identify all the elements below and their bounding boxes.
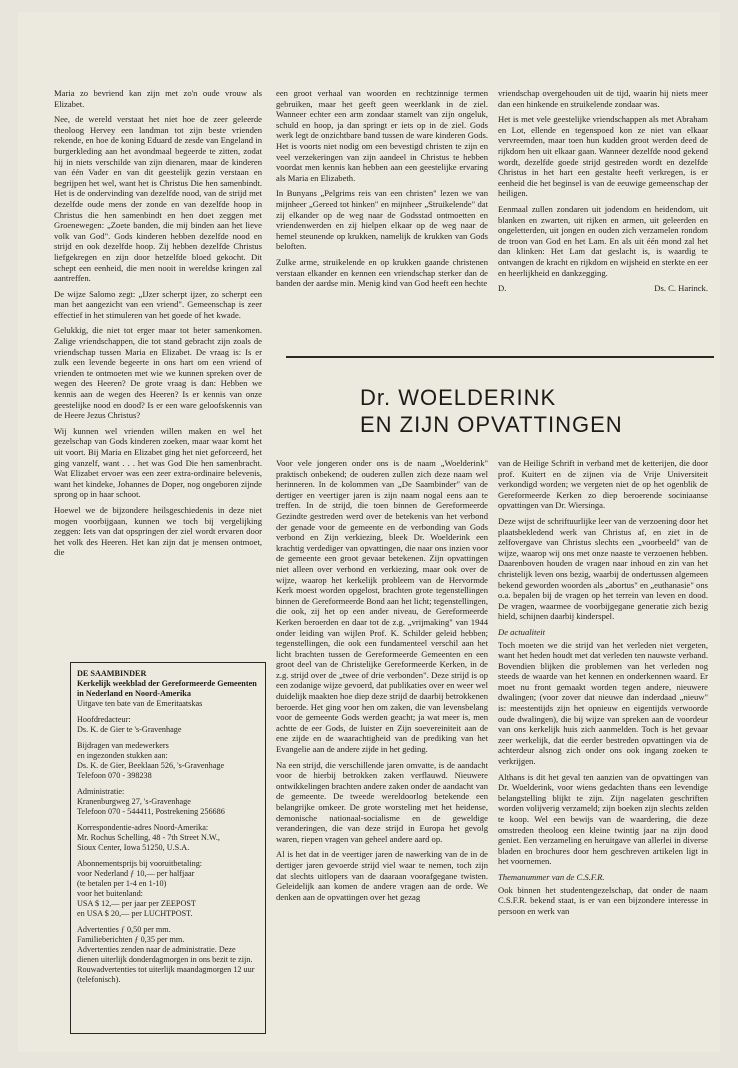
- colophon-contrib-heading-2: en ingezonden stukken aan:: [77, 751, 168, 760]
- paragraph: Ook binnen het studentengezelschap, dat onder de naam C.S.F.R. bekend staat, is er van een bijzondere interesse in persoon en werk van: [498, 884, 708, 916]
- colophon-admin-phone: Telefoon 070 - 544411, Postrekening 256686: [77, 807, 225, 816]
- colophon-ads-instructions: Advertenties zenden naar de administratie. Deze dienen uiterlijk donderdagmorgen in ons bezit te zijn.: [77, 945, 253, 964]
- headline-line-1: Dr. WOELDERINK: [360, 385, 557, 410]
- paragraph: Nee, de wereld verstaat het niet hoe de zeer geleerde theoloog Hervey een landman tot zijn beste vrienden rekende, en hoe de koning Eduard de zesde van Engeland in burgerkleding aan het avondmaal begeerde te zitten, zodat hij in niets verschilde van zijn dienaren, maar de kinderen van één Vader en van dit geestelijk gezin verstaan en begrijpen het wel, want het is Christus Die hen samenbindt. Het is de ondervinding van dezelfde nood, van de strijd met dezelfde oude mens der zonde en van dezelfde hoop in Christus die hen samenbindt en hen doet zeggen met Groenewegen: „Zoete banden, die mij binden aan het lieve volk van God". Gods kinderen hebben dezelfde nood en strijd en ook dezelfde hoop. Zij hebben dezelfde Christus liefgekregen en zijn door hetzelfde bloed gekocht. Dit schept een eenheid, die men nooit in wereldse kringen zal aantreffen.: [54, 114, 262, 284]
- paragraph: Voor vele jongeren onder ons is de naam „Woelderink" praktisch onbekend; de ouderen zullen zich deze naam wel herinneren. In de kolommen van „De Saambinder" van de dertiger en veertiger jaren is zijn naam nogal eens aan te treffen. In de strijd, die toen binnen de Gereformeerde Gezindte gestreden werd over de betekenis van het verbond der genade voor de gemeente en de verbonding van Gods verbond en Zijn verkiezing, bleek Dr. Woelderink een krachtig verdediger van opvattingen, die naar ons inzien voor de gemeente een groot gevaar betekenen. Zijn opvattingen niet alleen over verbond en verkiezing, maar ook over de wijze, waarop het kerkelijk probleem van de Hervormde Kerk moest worden opgelost, brachten grote tegenstellingen binnen de Gereformeerde Bond aan het licht; tegenstellingen, die ook, zij het op een ander niveau, de Gereformeerde Kerken beroerden en daar tot de z.g. „vrijmaking" van 1944 onder leiding van wijlen Prof. K. Schilder geleid hebben; tegenstellingen, die ook een fundamenteel verschil aan het licht brachten tussen de Gereformeerde Gemeenten en een groot deel van de Christelijke Gereformeerde Kerken, in de z.g. strijd over de „twee of drie verbonden". Deze strijd is op een zodanige wijze gevoerd, dat publikaties over en weer wel duidelijk maakten hoe diep deze strijd de daarbij betrokkenen beroerde. Het ging voor hen om zaken, die van levensbelang voor de gemeente Gods werden geacht; ja wat meer is, men achtte de eer Gods, de luister en Zijn soevereiniteit aan de ene zijde en de waarachtigheid van de prediking van het Evangelie aan de andere zijde in het geding.: [276, 458, 488, 755]
- paragraph: Zulke arme, struikelende en op krukken gaande christenen verstaan elkander en kennen een vriendschap sterker dan de banden der aardse min. Menig kind van God heeft een hechte: [276, 256, 488, 289]
- colophon-ads-rate: Advertenties ƒ 0,50 per mm.: [77, 925, 171, 934]
- colophon-family-rate: Familieberichten ƒ 0,35 per mm.: [77, 935, 185, 944]
- signature-author: Ds. C. Harinck.: [654, 283, 708, 294]
- colophon-title: DE SAAMBINDER: [77, 669, 147, 678]
- colophon-publisher: Uitgave ten bate van de Emeritaatskas: [77, 699, 203, 708]
- colophon-admin-heading: Administratie:: [77, 787, 125, 796]
- colophon-subscription-nl: voor Nederland ƒ 10,— per halfjaar: [77, 869, 195, 878]
- signature-line: [498, 283, 708, 294]
- paragraph: Maria zo bevriend kan zijn met zo'n oude vrouw als Elizabet.: [54, 88, 262, 109]
- colophon-admin-address: Kranenburgweg 27, 's-Gravenhage: [77, 797, 191, 806]
- colophon-contrib-address: Ds. K. de Gier, Beeklaan 526, 's-Gravenhage: [77, 761, 225, 770]
- article-column-1: [276, 458, 488, 907]
- colophon-subscription-heading: Abonnementsprijs bij vooruitbetaling:: [77, 859, 203, 868]
- section-divider: [286, 356, 714, 358]
- paragraph: Al is het dat in de veertiger jaren de nawerking van de in de dertiger jaren gevoerde strijd viel waar te nemen, toch zijn dat slechts uitlopers van de daaraan voorafgegane twisten. Geleidelijk aan komen de andere vragen aan de orde. We denken aan de opvattingen over het gezag: [276, 849, 488, 902]
- paragraph: Toch moeten we die strijd van het verleden niet vergeten, want het heden houdt met dat verleden ten nauwste verband. Bovendien blijken die problemen van het verleden nog steeds de waarde van het kennen en onderkennen waard. Er moet nu front gemaakt worden tegen andere, nieuwere dwalingen; (voor zover dat nieuwe dan inderdaad „nieuw" is: meestentijds zijn het opnieuw en eigentijds verwoorde oude dwalingen), die bij wijze van spreken aan de voordeur van ons kerkelijk huis zich aanmelden. Toch is het gevaar zeer werkelijk, dat die eerder bestreden opvattingen via de achterdeur alsnog zich onder ons ook ingang zoeken te verkrijgen.: [498, 639, 708, 767]
- colophon-box: [70, 662, 266, 1034]
- colophon-contrib-phone: Telefoon 070 - 398238: [77, 771, 152, 780]
- paragraph: Na een strijd, die verschillende jaren omvatte, is de aandacht voor de hierbij betrokken zaken verflauwd. Nieuwere ontwikkelingen brachten andere zaken onder de aandacht van de gemeente. De tweede wereldoorlog betekende een belangrijke omkeer. De grote worsteling met het heidense, demonische nationaal-socialisme en de geweldige veranderingen, die van deze strijd in Europa het gevolg waren, riepen vragen van geheel andere aard op.: [276, 759, 488, 844]
- subheading-actualiteit: De actualiteit: [498, 626, 546, 637]
- signature-initial: D.: [498, 283, 507, 294]
- paragraph: De wijze Salomo zegt: „IJzer scherpt ijzer, zo scherpt een man het aangezicht van een vriend". Gemeenschap is zeer effectief in het stimuleren van het goede of het kwade.: [54, 288, 262, 320]
- colophon-abroad-air: en USA $ 20,— per LUCHTPOST.: [77, 909, 193, 918]
- paragraph: Wij kunnen wel vrienden willen maken en wel het gezelschap van Gods kinderen zoeken, maar waar komt het uit voort. Bij Maria en Elizabet ging het niet geforceerd, het ging vanzelf, want . . . het was God Die hen samenbracht. Wat Elizabet ervoer was een zeer extra-ordinaire belevenis, want het kindeke, Johannes de Doper, nog ongeboren zijnde sprong op in haar schoot.: [54, 425, 262, 500]
- paragraph: Gelukkig, die niet tot erger maar tot beter samenkomen. Zalige vriendschappen, die tot stand gebracht zijn zoals de vriendschap tussen Maria en Elizabet. De vraag is: Is er zulk een levende begeerte in ons hart om een vriend of vrienden te ontmoeten met wie we kunnen spreken over de wegen des Heeren? De grote vraag is dan: Hebben we kennis aan de wegen des Heeren? Is er kennis van onze geestelijke nood en dood? Is er een ware geloofskennis van de Heere Jezus Christus?: [54, 325, 262, 421]
- colophon-contrib-heading: Bijdragen van medewerkers: [77, 741, 169, 750]
- colophon-na-address-1: Mr. Rochus Schelling, 48 - 7th Street N.W.,: [77, 833, 220, 842]
- colophon-subscription-terms: (te betalen per 1-4 en 1-10): [77, 879, 167, 888]
- paragraph: Deze wijst de schriftuurlijke leer van de verzoening door het plaatsbekledend werk van Christus af, en ziet in de zelfovergave van Christus slechts een „voorbeeld" van de wijze, waarop wij ons met onze naaste te verzoenen hebben. Daarenboven houden de vragen naar inhoud en zin van het christelijk leven ons bezig, waarbij de ondertussen algemeen bekend geworden woorden als „abortus" en „euthanasie" ons o.a. bepalen bij de vragen op het terrein van leven en dood. De vragen, waarmee de voorbijgegane generatie zich bezig hield, schijnen daarbij kinderspel.: [498, 515, 708, 622]
- colophon-mourning-ads: Rouwadvertenties tot uiterlijk maandagmorgen 12 uur (telefonisch).: [77, 965, 255, 984]
- colophon-abroad-sea: USA $ 12,— per jaar per ZEEPOST: [77, 899, 196, 908]
- paragraph: een groot verhaal van woorden en rechtzinnige termen gebruiken, maar het geeft geen weerklank in de ziel. Wanneer echter een arm zondaar stamelt van zijn ongeluk, schuld en hoop, ja dan springt er iets op in de ziel. Gods werk legt de onzichtbare band tussen de ware kinderen Gods. Het is voorts niet nodig om een bevestigd christen te zijn en veel verzekeringen van zijn aandeel in Christus te hebben voordat men kennis kan hebben aan een geestelijke ervaring als Maria en Elizabeth.: [276, 88, 488, 183]
- colophon-subtitle: Kerkelijk weekblad der Gereformeerde Gemeenten in Nederland en Noord-Amerika: [77, 679, 257, 698]
- column-2: [276, 88, 488, 294]
- colophon-abroad-heading: voor het buitenland:: [77, 889, 143, 898]
- paragraph: In Bunyans „Pelgrims reis van een christen" lezen we van mijnheer „Gereed tot hinken" en mijnheer „Struikelende" dat zij elkander op de weg naar de Godsstad ontmoetten en vriendenwerden en zij hielpen elkaar op de weg naar de hemel steunende op krukken, namelijk de krukken van Gods beloften.: [276, 188, 488, 252]
- colophon-editor-heading: Hoofdredacteur:: [77, 715, 131, 724]
- colophon-editor: Ds. K. de Gier te 's-Gravenhage: [77, 725, 182, 734]
- newspaper-page: [18, 12, 720, 1052]
- column-1: [54, 88, 262, 563]
- paragraph: Eenmaal zullen zondaren uit jodendom en heidendom, uit blanken en zwarten, uit rijken en armen, uit geleerden en ongeletterden, uit jongen en ouden zich verzamelen rondom de troon van God en het Lam. En als uit één mond zal het dan klinken: Het Lam dat geslacht is, is waardig te ontvangen de kracht en rijkdom en wijsheid en sterkte en eer en heerlijkheid en dankzegging.: [498, 203, 708, 278]
- paragraph: Hoewel we de bijzondere heilsgeschiedenis in deze niet mogen voorbijgaan, kunnen we toch bij vergelijking zeggen: Iets van dat opspringen der ziel wordt ervaren door het volk des Heeren. Het kan zijn dat je mensen ontmoet, die: [54, 504, 262, 558]
- column-3: [498, 88, 708, 294]
- subheading-themanummer: Themanummer van de C.S.F.R.: [498, 871, 605, 882]
- colophon-na-heading: Korrespondentie-adres Noord-Amerika:: [77, 823, 209, 832]
- paragraph: Althans is dit het geval ten aanzien van de opvattingen van Dr. Woelderink, voor wiens gedachten thans een levendige belangstelling blijkt te zijn. Zijn nagelaten geschriften worden volijverig verzameld; zijn boeken zijn slechts zelden te koop. Wel een bewijs van de waardering, die deze omstreden theoloog een kleine twintig jaar na zijn dood geniet. Een verzameling en heruitgave van allerlei in diverse bladen en brochures door hem geschreven artikelen ligt in het voornemen.: [498, 771, 708, 867]
- paragraph: vriendschap overgehouden uit de tijd, waarin hij niets meer dan een hinkende en struikelende zondaar was.: [498, 88, 708, 109]
- article-column-2: [498, 458, 708, 921]
- headline-line-2: EN ZIJN OPVATTINGEN: [360, 412, 623, 437]
- article-headline: [360, 384, 700, 438]
- paragraph: van de Heilige Schrift in verband met de ketterijen, die door prof. Kuitert en de zijnen via de Vrije Universiteit verkondigd worden; we vergeten niet de op het ogenblik de Gereformeerde Kerken zo diep beroerende sociniaanse opvattingen van Dr. Wiersinga.: [498, 458, 708, 511]
- paragraph: Het is met vele geestelijke vriendschappen als met Abraham en Lot, ellende en tegenspoed kon ze niet van elkaar vervreemden, maar toen hun kudden groot werden deed de rijkdom hen uit elkaar gaan. Wanneer dezelfde nood gekend wordt, dezelfde goede strijd gestreden wordt en dezelfde Christus in het hart een gestalte heeft verkregen, is er eenheid die het beginsel is van de eeuwige gemeenschap der heiligen.: [498, 114, 708, 199]
- colophon-na-address-2: Sioux Center, Iowa 51250, U.S.A.: [77, 843, 190, 852]
